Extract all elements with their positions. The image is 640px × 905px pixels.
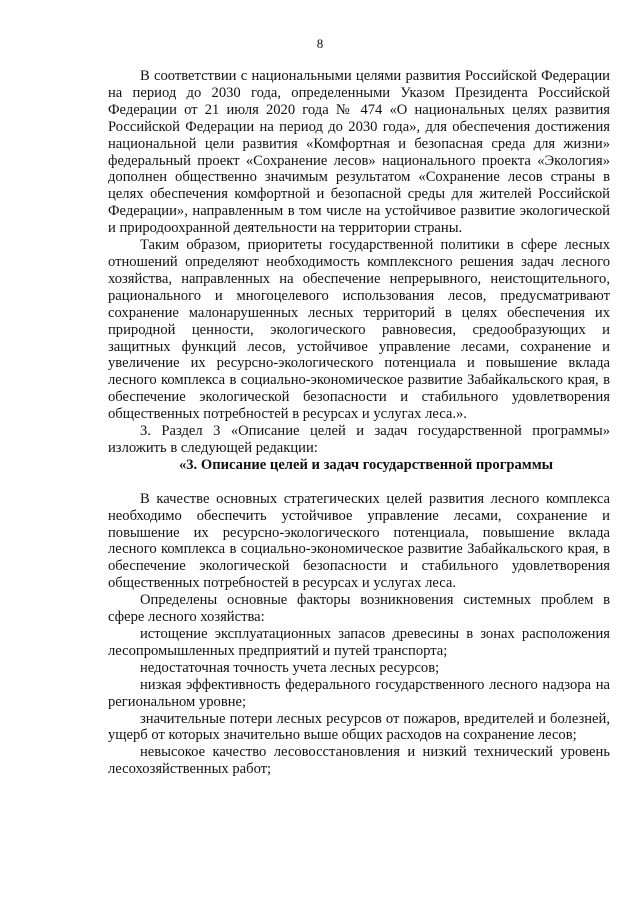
document-body xyxy=(108,68,610,778)
list-item-accounting: недостаточная точность учета лесных ресурсов; xyxy=(140,659,440,676)
page-number: 8 xyxy=(316,36,324,51)
paragraph-section-amendment: 3. Раздел 3 «Описание целей и задач государственной программы» изложить в следующей редакции: xyxy=(108,423,610,456)
list-item-reforestation: невысокое качество лесовосстановления и низкий технический уровень лесохозяйственных работ; xyxy=(108,744,610,778)
list-item-supervision: низкая эффективность федерального государственного лесного надзора на региональном уровне; xyxy=(108,676,610,710)
paragraph-problem-factors: Определены основные факторы возникновения системных проблем в сфере лесного хозяйства: xyxy=(108,592,610,626)
spacer xyxy=(108,474,610,491)
list-item-depletion: истощение эксплуатационных запасов древесины в зонах расположения лесопромышленных предприятий и путей транспорта; xyxy=(108,626,610,659)
list-item-losses: значительные потери лесных ресурсов от пожаров, вредителей и болезней, ущерб от которых значительно выше общих расходов на сохранение лесов; xyxy=(108,710,610,744)
paragraph-policy-priorities: Таким образом, приоритеты государственной политики в сфере лесных отношений определяют необходимость комплексного решения задач лесного хозяйства, направленных на обеспечение непрерывного, неистощительного, рационального и многоцелевого использования лесов, предусматривают сохранение малонарушенных лесных территорий в целях обеспечения их природной ценности, экологического равновесия, средообразующих и защитных функций лесов, устойчивое управление лесами, сохранение и увеличение их ресурсно-экологического потенциала и повышение вклада лесного комплекса в социально-экономическое развитие Забайкальского края, в обеспечение экологической безопасности и стабильного удовлетворения общественных потребностей в ресурсах и услугах леса.». xyxy=(108,237,610,423)
section-heading: «3. Описание целей и задач государственной программы xyxy=(178,456,554,473)
paragraph-strategic-goals: В качестве основных стратегических целей развития лесного комплекса необходимо обеспечить устойчивое управление лесами, сохранение и повышение их ресурсно-экологического потенциала, повышение вклада лесного комплекса в социально-экономическое развитие Забайкальского края, в обеспечение экологической безопасности и стабильного удовлетворения общественных потребностей в ресурсах и услугах леса. xyxy=(108,490,610,592)
paragraph-national-goals: В соответствии с национальными целями развития Российской Федерации на период до 2030 года, определенными Указом Президента Российской Федерации от 21 июля 2020 года № 474 «О национальных целях развития Российской Федерации на период до 2030 года», для обеспечения достижения национальной цели развития «Комфортная и безопасная среда для жизни» федеральный проект «Сохранение лесов» национального проекта «Экология» дополнен общественно значимым результатом «Сохранение лесов страны в целях обеспечения комфортной и безопасной среды для жителей Российской Федерации», направленным в том числе на устойчивое развитие экологической и природоохранной деятельности на территории страны. xyxy=(108,68,610,237)
